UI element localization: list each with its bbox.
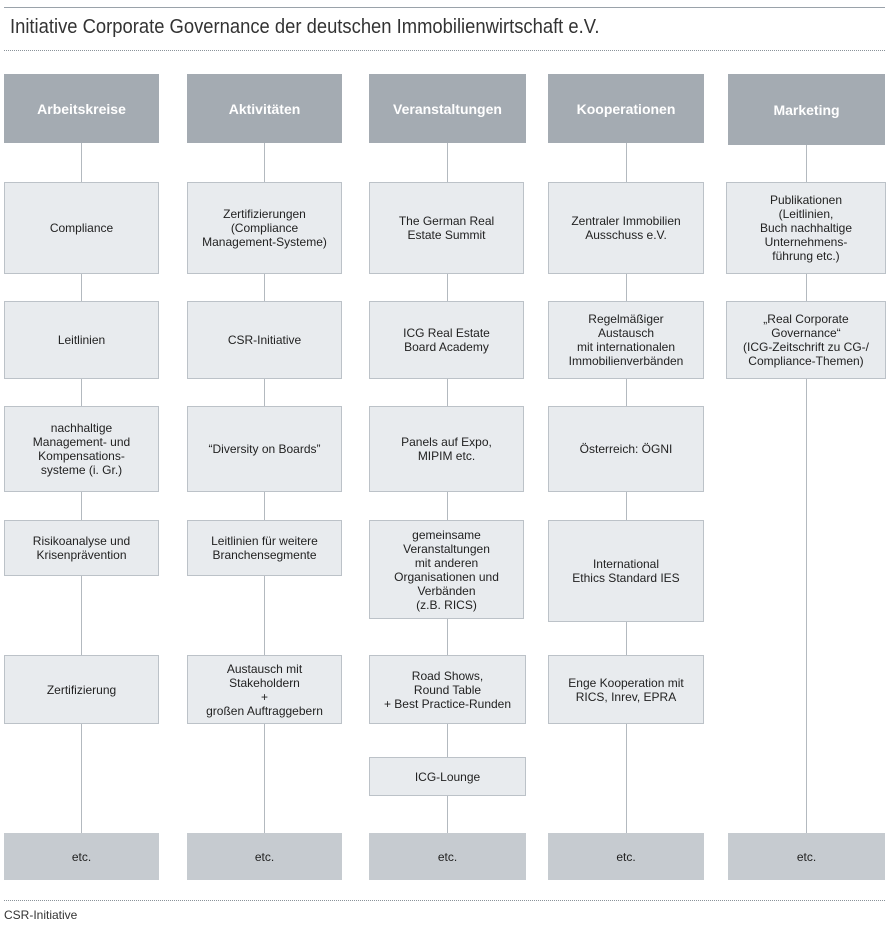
col5-etc: etc. <box>728 833 885 880</box>
col1-item-4: Risikoanalyse und Krisenprävention <box>4 520 159 576</box>
col2-item-1: Zertifizierungen (Compliance Management-Systeme) <box>187 182 342 274</box>
col4-item-5: Enge Kooperation mit RICS, Inrev, EPRA <box>548 655 704 724</box>
col1-item-5: Zertifizierung <box>4 655 159 724</box>
col3-item-6: ICG-Lounge <box>369 757 526 796</box>
col4-item-4: International Ethics Standard IES <box>548 520 704 622</box>
col2-item-5: Austausch mit Stakeholdern + großen Auftraggebern <box>187 655 342 724</box>
col5-item-2: „Real Corporate Governance“ (ICG-Zeitschrift zu CG-/ Compliance-Themen) <box>726 301 886 379</box>
col1-etc: etc. <box>4 833 159 880</box>
footer-divider <box>4 900 885 901</box>
col1-header: Arbeitskreise <box>4 74 159 143</box>
col3-etc: etc. <box>369 833 526 880</box>
col4-etc: etc. <box>548 833 704 880</box>
col5-item-1: Publikationen (Leitlinien, Buch nachhaltige Unternehmens- führung etc.) <box>726 182 886 274</box>
footer-note: CSR-Initiative <box>4 908 78 922</box>
page-title: Initiative Corporate Governance der deutschen Immobilienwirtschaft e.V. <box>10 16 600 38</box>
col4-item-2: Regelmäßiger Austausch mit internationalen Immobilienverbänden <box>548 301 704 379</box>
col2-item-4: Leitlinien für weitere Branchensegmente <box>187 520 342 576</box>
col4-item-3: Österreich: ÖGNI <box>548 406 704 492</box>
col3-item-1: The German Real Estate Summit <box>369 182 524 274</box>
col1-item-1: Compliance <box>4 182 159 274</box>
col2-item-3: “Diversity on Boards” <box>187 406 342 492</box>
col3-item-2: ICG Real Estate Board Academy <box>369 301 524 379</box>
col4-item-1: Zentraler Immobilien Ausschuss e.V. <box>548 182 704 274</box>
col3-item-4: gemeinsame Veranstaltungen mit anderen Organisationen und Verbänden (z.B. RICS) <box>369 520 524 619</box>
col5-header: Marketing <box>728 74 885 145</box>
col2-header: Aktivitäten <box>187 74 342 143</box>
col1-item-2: Leitlinien <box>4 301 159 379</box>
col3-item-3: Panels auf Expo, MIPIM etc. <box>369 406 524 492</box>
col2-etc: etc. <box>187 833 342 880</box>
col4-header: Kooperationen <box>548 74 704 143</box>
col3-item-5: Road Shows, Round Table + Best Practice-Runden <box>369 655 526 724</box>
col3-header: Veranstaltungen <box>369 74 526 143</box>
col1-item-3: nachhaltige Management- und Kompensations- systeme (i. Gr.) <box>4 406 159 492</box>
col2-item-2: CSR-Initiative <box>187 301 342 379</box>
